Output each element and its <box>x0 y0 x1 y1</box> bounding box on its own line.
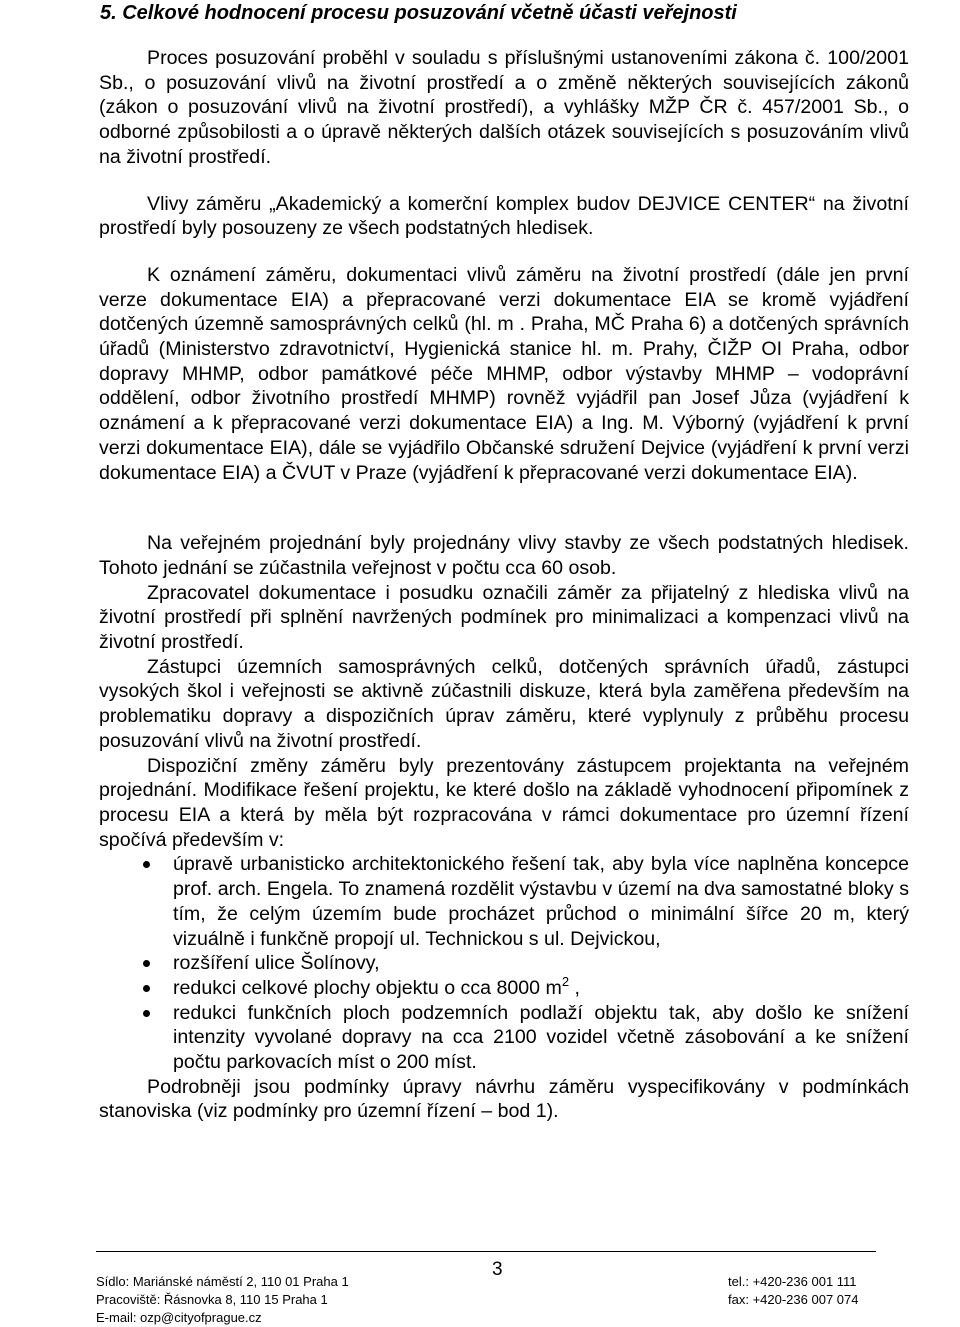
list-item-text: redukci funkčních ploch podzemních podlaží objektu tak, aby došlo ke snížení intenzity vyvolané dopravy na cca 2100 vozidel včetně zásobování a ke snížení počtu parkovacích míst o 200 míst. <box>173 1001 909 1074</box>
list-item <box>99 1001 909 1075</box>
list-item-text: rozšíření ulice Šolínovy, <box>173 952 380 975</box>
paragraph-impacts-assessed: Vlivy záměru „Akademický a komerční komplex budov DEJVICE CENTER“ na životní prostředí byly posouzeny ze všech podstatných hledisek. <box>99 192 909 240</box>
paragraph-legal-basis: Proces posuzování proběhl v souladu s příslušnými ustanoveními zákona č. 100/2001 Sb., o posuzování vlivů na životní prostředí a o změně některých souvisejících zákonů (zákon o posuzování vlivů na životní prostředí), a vyhlášky MŽP ČR č. 457/2001 Sb., o odborné způsobilosti a o úpravě některých dalších otázek souvisejících s posuzováním vlivů na životní prostředí. <box>99 47 909 168</box>
footer-address <box>96 1273 349 1327</box>
list-item <box>99 852 909 951</box>
paragraph-public-hearing: Na veřejném projednání byly projednány vlivy stavby ze všech podstatných hledisek. Tohoto jednání se zúčastnila veřejnost v počtu cca 60 osob. <box>99 532 909 579</box>
paragraph-discussion: Zástupci územních samosprávných celků, dotčených správních úřadů, zástupci vysokých škol i veřejnosti se aktivně zúčastnili diskuze, která byla zaměřena především na problematiku dopravy a dispozičních úprav záměru, které vyplynuly z průběhu procesu posuzování vlivů na životní prostředí. <box>99 655 909 752</box>
section-heading: 5. Celkové hodnocení procesu posuzování včetně účasti veřejnosti <box>100 2 737 24</box>
footer-phone: tel.: +420-236 001 111 <box>728 1274 857 1289</box>
body-text <box>99 46 909 1124</box>
footer-email: E-mail: ozp@cityofprague.cz <box>96 1310 262 1325</box>
bullet-icon <box>143 985 150 992</box>
paragraph-acceptability: Zpracovatel dokumentace i posudku označili záměr za přijatelný z hlediska vlivů na životní prostředí při splnění navržených podmínek pro minimalizaci a kompenzaci vlivů na životní prostředí. <box>99 581 909 654</box>
list-item-text: redukci celkové plochy objektu o cca 8000 m <box>173 976 562 999</box>
list-item <box>99 973 909 1001</box>
paragraph-layout-changes: Dispoziční změny záměru byly prezentovány zástupcem projektanta na veřejném projednání. Modifikace řešení projektu, ke které došlo na základě vyhodnocení připomínek z procesu EIA a která by měla být rozpracována v rámci dokumentace pro územní řízení spočívá především v: <box>99 754 909 851</box>
footer-divider <box>96 1251 876 1252</box>
superscript-exponent: 2 <box>561 973 570 989</box>
footer-workplace: Pracoviště: Řásnovka 8, 110 15 Praha 1 <box>96 1292 328 1307</box>
footer-fax: fax: +420-236 007 074 <box>728 1292 859 1307</box>
footer-contacts <box>728 1273 858 1309</box>
page-number: 3 <box>492 1259 503 1280</box>
list-item-text: úpravě urbanisticko architektonického řešení tak, aby byla více naplněna koncepce prof. arch. Engela. To znamená rozdělit výstavbu v území na dva samostatné bloky s tím, že celým územím bude procházet průchod o minimální šířce 20 m, který vizuálně i funkčně propojí ul. Technickou s ul. Dejvickou, <box>173 853 909 950</box>
bullet-icon <box>143 861 150 868</box>
list-item-tail: , <box>569 976 580 999</box>
bullet-icon <box>143 1010 150 1017</box>
paragraph-conditions: Podrobněji jsou podmínky úpravy návrhu záměru vyspecifikovány v podmínkách stanoviska (viz podmínky pro územní řízení – bod 1). <box>99 1075 909 1123</box>
paragraph-statements: K oznámení záměru, dokumentaci vlivů záměru na životní prostředí (dále jen první verze dokumentace EIA) a přepracované verzi dokumentace EIA se kromě vyjádření dotčených územně samosprávných celků (hl. m . Praha, MČ Praha 6) a dotčených správních úřadů (Ministerstvo zdravotnictví, Hygienická stanice hl. m. Prahy, ČIŽP OI Praha, odbor dopravy MHMP, odbor památkové péče MHMP, odbor výstavby MHMP – vodoprávní oddělení, odbor životního prostředí MHMP) rovněž vyjádřil pan Josef Jůza (vyjádření k oznámení a k přepracované verzi dokumentace EIA) a Ing. M. Výborný (vyjádření k první verzi dokumentace EIA), dále se vyjádřilo Občanské sdružení Dejvice (vyjádření k první verzi dokumentace EIA) a ČVUT v Praze (vyjádření k přepracované verzi dokumentace EIA). <box>99 263 909 484</box>
footer-seat: Sídlo: Mariánské náměstí 2, 110 01 Praha 1 <box>96 1274 349 1289</box>
bullet-icon <box>143 960 150 967</box>
modification-list <box>99 852 909 1074</box>
list-item <box>99 951 909 976</box>
